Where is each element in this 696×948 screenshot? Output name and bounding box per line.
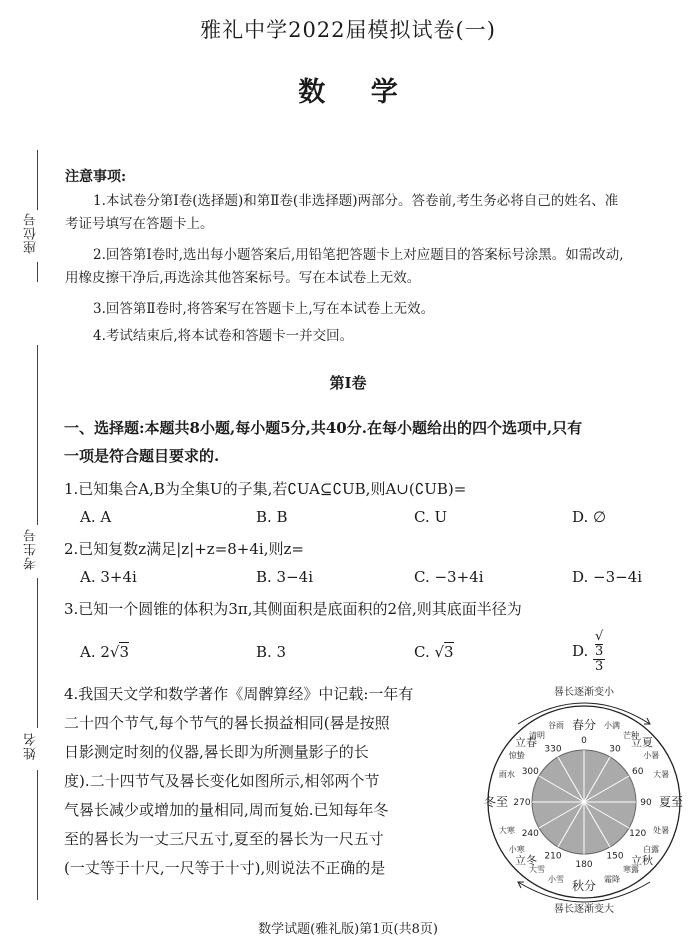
page-footer: 数学试题(雅礼版)第1页(共8页)	[258, 922, 438, 937]
q3-option-d	[572, 630, 605, 674]
q3-option-b: B. 3	[256, 643, 287, 661]
term-liqiu: 立秋	[631, 854, 653, 867]
exam-title: 雅礼中学2022届模拟试卷(一)	[200, 18, 496, 42]
question-2-stem: 2.已知复数z满足|z|+z=8+4i,则z=	[64, 540, 304, 558]
notice-line: 用橡皮擦干净后,再选涂其他答案标号。写在本试卷上无效。	[65, 270, 421, 286]
minor-term-label: 小寒	[508, 845, 525, 854]
q2-option-a: A. 3+4i	[80, 568, 137, 586]
minor-term-label: 清明	[529, 730, 545, 740]
notice-item-1	[65, 190, 685, 236]
degree-label: 150	[606, 851, 624, 862]
minor-term-label: 小暑	[643, 751, 660, 760]
q4-line: 二十四个节气,每个节气的晷长损益相同(晷是按照	[64, 714, 390, 732]
notice-line: 3.回答第Ⅱ卷时,将答案写在答题卡上,写在本试卷上无效。	[93, 301, 435, 317]
degree-label: 60	[631, 767, 644, 777]
minor-term-label: 谷雨	[548, 720, 564, 730]
q4-line: 4.我国天文学和数学著作《周髀算经》中记载:一年有	[64, 685, 414, 703]
minor-term-label: 大寒	[498, 826, 515, 835]
degree-label: 270	[513, 798, 531, 808]
margin-line	[37, 150, 38, 210]
q1-option-c: C. U	[414, 508, 448, 526]
degree-label: 240	[521, 829, 539, 839]
section-line: 一、选择题:本题共8小题,每小题5分,共40分.在每小题给出的四个选项中,只有	[64, 419, 583, 437]
q1-option-a: A. A	[80, 508, 112, 526]
volume-heading: 第Ⅰ卷	[329, 374, 367, 392]
seat-number-label: 座位号	[24, 212, 39, 254]
q4-line: 至的晷长为一丈三尺五寸,夏至的晷长为一尺五寸	[64, 830, 384, 848]
q3-option-d-label: D.	[572, 642, 589, 660]
minor-term-label: 小雪	[548, 875, 564, 885]
degree-label: 300	[521, 767, 539, 777]
q3-option-a: A. 2√3	[80, 643, 130, 661]
section-line: 一项是符合题目要求的.	[64, 447, 220, 465]
minor-term-label: 小满	[604, 720, 620, 730]
exam-number-label: 考生号	[24, 528, 39, 570]
q2-option-c: C. −3+4i	[414, 568, 484, 586]
q4-line: 度).二十四节气及晷长变化如图所示,相邻两个节	[64, 772, 380, 790]
term-lixia: 立夏	[631, 736, 653, 749]
notice-item-2	[65, 244, 685, 290]
section-heading	[64, 414, 690, 470]
q2-option-b: B. 3−4i	[256, 568, 314, 586]
solar-terms-diagram	[478, 684, 690, 916]
minor-term-label: 霜降	[604, 875, 620, 885]
minor-term-label: 惊蛰	[508, 751, 525, 760]
q3-option-c-radicand: 3	[444, 643, 454, 661]
notice-heading: 注意事项:	[65, 169, 127, 185]
degree-label: 90	[640, 798, 652, 808]
term-autumn-equinox: 秋分	[571, 879, 597, 893]
diagram-bottom-label: 晷长逐渐变大	[554, 904, 614, 915]
notice-line: 1.本试卷分第Ⅰ卷(选择题)和第Ⅱ卷(非选择题)两部分。答卷前,考生务必将自己的姓名、准	[93, 193, 619, 209]
degree-label: 30	[609, 744, 621, 755]
degree-label: 180	[575, 860, 593, 870]
q4-line: 日影测定时刻的仪器,晷长即为所测量影子的长	[64, 743, 369, 761]
degree-label: 210	[544, 851, 562, 862]
q3-option-a-label: A. 2	[80, 643, 110, 661]
q3-option-c-label: C.	[414, 643, 430, 661]
name-label: 姓名	[24, 732, 39, 760]
question-4-text	[64, 680, 474, 883]
minor-term-label: 大雪	[529, 865, 545, 875]
q3-option-a-radicand: 3	[119, 643, 130, 661]
question-1-stem: 1.已知集合A,B为全集U的子集,若∁UA⊆∁UB,则A∪(∁UB)=	[64, 480, 467, 498]
margin-line	[37, 578, 38, 728]
term-winter-solstice: 冬至	[484, 795, 509, 809]
question-3-stem: 3.已知一个圆锥的体积为3π,其侧面积是底面积的2倍,则其底面半径为	[64, 600, 522, 618]
q1-option-d: D. ∅	[572, 508, 607, 526]
diagram-top-label: 晷长逐渐变小	[554, 687, 614, 698]
q1-option-b: B. B	[256, 508, 288, 526]
q3-option-d-denominator: 3	[595, 659, 604, 674]
term-spring-equinox: 春分	[571, 718, 597, 732]
q4-line: 气晷长减少或增加的量相同,周而复始.已知每年冬	[64, 801, 389, 819]
minor-term-label: 处暑	[653, 826, 670, 835]
notice-line: 4.考试结束后,将本试卷和答题卡一并交回。	[93, 328, 354, 344]
q3-option-d-numerator: 3	[595, 644, 604, 659]
notice-line: 考证号填写在答题卡上。	[65, 216, 214, 232]
notice-line: 2.回答第Ⅰ卷时,选出每小题答案后,用铅笔把答题卡上对应题目的答案标号涂黑。如需改动,	[93, 247, 624, 263]
degree-label: 120	[629, 829, 647, 839]
subject-title: 数 学	[298, 77, 416, 108]
minor-term-label: 芒种	[623, 730, 639, 740]
minor-term-label: 白露	[643, 845, 660, 854]
minor-term-label: 雨水	[498, 770, 515, 779]
degree-label: 330	[544, 744, 562, 755]
degree-label: 0	[581, 736, 587, 746]
margin-line	[37, 262, 38, 282]
term-lidong: 立冬	[515, 854, 537, 867]
q2-option-d: D. −3−4i	[572, 568, 643, 586]
q3-option-d-fraction: √ 3 3	[595, 629, 604, 674]
minor-term-label: 大暑	[653, 770, 670, 779]
minor-term-label: 寒露	[623, 865, 639, 875]
notice-item-4	[65, 325, 685, 348]
term-summer-solstice: 夏至	[658, 795, 683, 809]
margin-line	[37, 770, 38, 900]
notice-item-3	[65, 298, 685, 321]
q3-option-c: C. √3	[414, 643, 454, 661]
term-lichun: 立春	[515, 736, 537, 749]
q4-line: (一丈等于十尺,一尺等于十寸),则说法不正确的是	[64, 859, 386, 877]
